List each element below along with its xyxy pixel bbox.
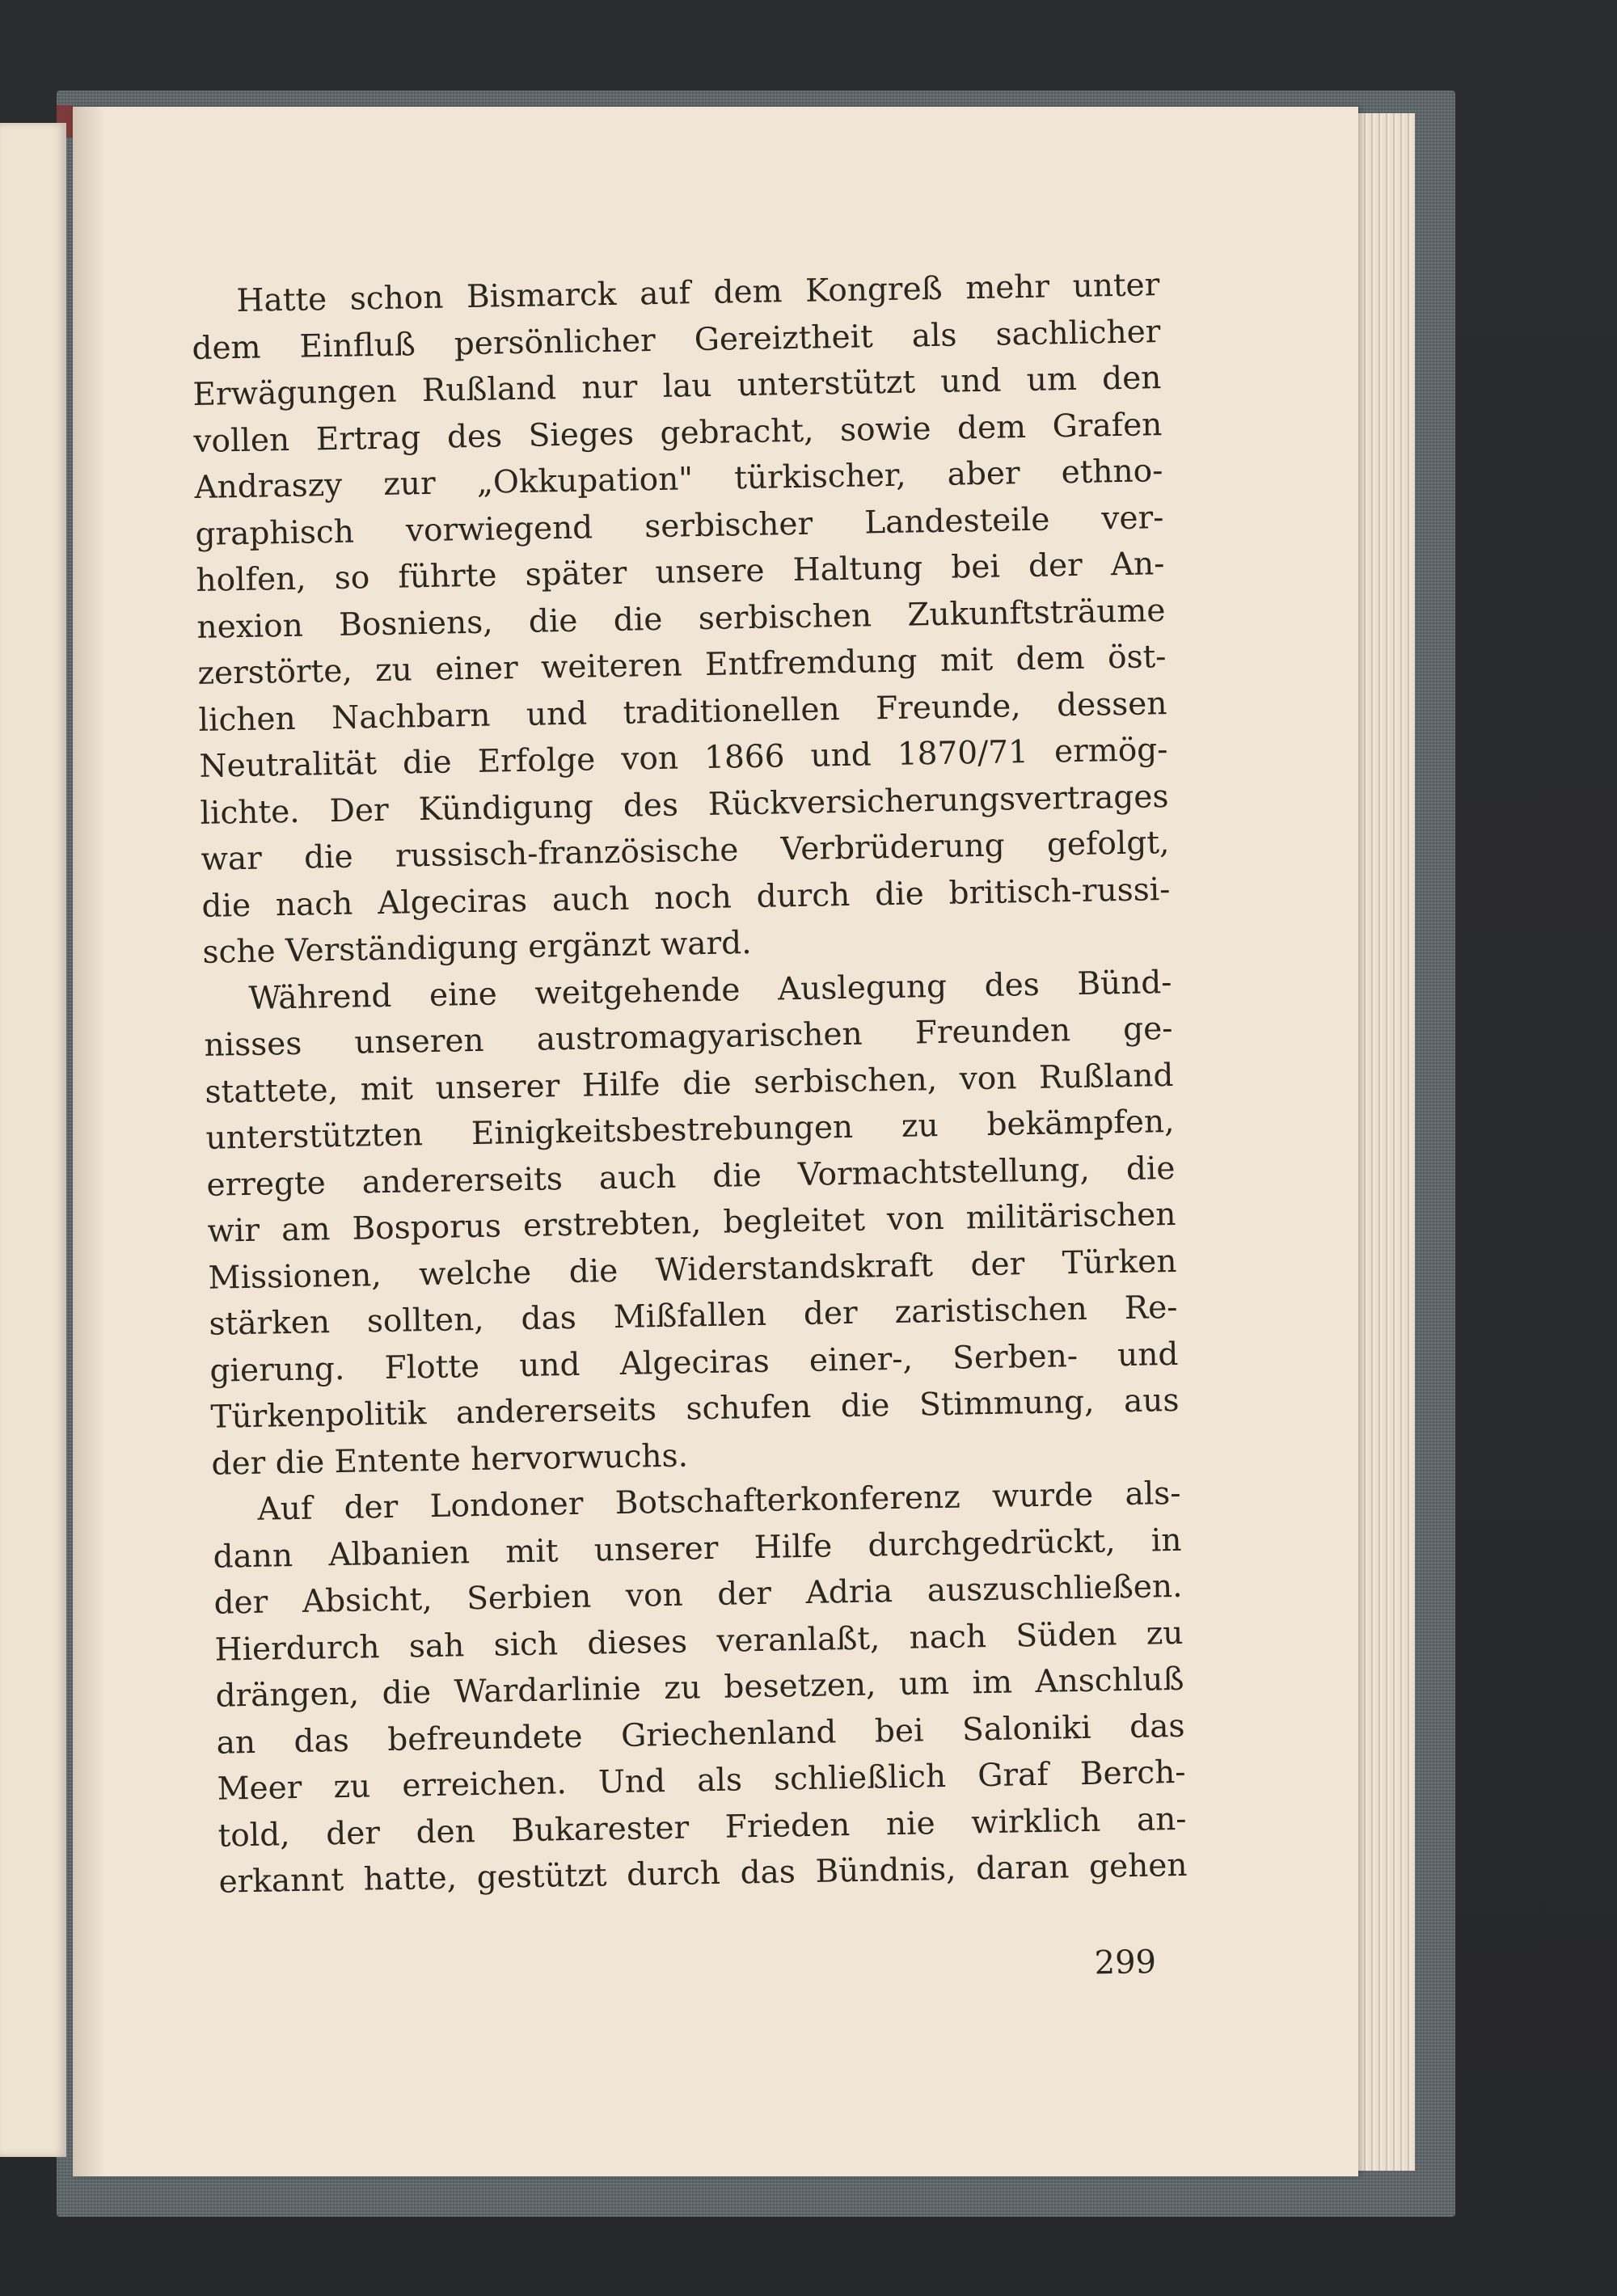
text-line: stattete, mit unserer Hilfe die serbischen, von Rußland [205,1057,1174,1111]
text-line: der die Entente hervorwuchs. [211,1437,689,1483]
paragraph [212,1471,1188,1906]
paragraph [203,959,1180,1487]
text-line: told, der den Bukarester Frieden nie wirklich an- [217,1800,1187,1855]
text-line: Neutralität die Erfolge von 1866 und 1870/71 ermög- [199,732,1168,785]
text-line: Hierdurch sah sich dieses veranlaßt, nach Süden zu [214,1614,1184,1669]
page-number: 299 [1094,1944,1157,1982]
text-line: Meer zu erreichen. Und als schließlich Graf Berch- [217,1754,1186,1808]
text-line: sche Verständigung ergänzt ward. [202,925,752,971]
text-line: Erwägungen Rußland nur lau unterstützt und um den [192,360,1162,413]
text-line: wir am Bosporus erstrebten, begleitet von militärischen [207,1196,1176,1250]
text-line: nexion Bosniens, die die serbischen Zukunftsträume [196,592,1166,646]
text-line: unterstützten Einigkeitsbestrebungen zu bekämpfen, [205,1103,1175,1157]
text-line: Auf der Londoner Botschafterkonferenz wurde als- [257,1475,1181,1528]
text-line: Während eine weitgehende Auslegung des Bünd- [248,964,1172,1017]
text-line: Hatte schon Bismarck auf dem Kongreß mehr unter [236,267,1160,320]
text-line: graphisch vorwiegend serbischer Landesteile ver- [195,499,1164,553]
text-line: gierung. Flotte und Algeciras einer-, Serben- und [209,1336,1179,1390]
text-line: der Absicht, Serbien von der Adria auszuschließen. [213,1568,1183,1622]
text-line: erregte andererseits auch die Vormachtstellung, die [206,1150,1176,1204]
text-line: zerstörte, zu einer weiteren Entfremdung mit dem öst- [197,639,1167,692]
text-line: Türkenpolitik andererseits schufen die Stimmung, aus [210,1382,1180,1436]
text-line: lichte. Der Kündigung des Rückversicherungsvertrages [200,778,1169,832]
text-line: war die russisch-französische Verbrüderung gefolgt, [201,824,1170,878]
text-line: dem Einfluß persönlicher Gereiztheit als sachlicher [192,313,1161,367]
text-line: an das befreundete Griechenland bei Saloniki das [216,1707,1185,1762]
text-line: die nach Algeciras auch noch durch die britisch-russi- [201,871,1171,925]
left-facing-page [0,123,66,2157]
text-line: holfen, so führte später unsere Haltung bei der An- [196,546,1165,599]
text-line: stärken sollten, das Mißfallen der zaristischen Re- [209,1289,1178,1343]
text-line: Andraszy zur „Okkupation" türkischer, aber ethno- [194,453,1163,506]
page-text-block [191,262,1188,1906]
text-line: nisses unseren austromagyarischen Freunden ge- [204,1010,1173,1064]
text-line: vollen Ertrag des Sieges gebracht, sowie dem Grafen [193,406,1163,460]
text-line: dann Albanien mit unserer Hilfe durchgedrückt, in [213,1522,1182,1576]
text-line: drängen, die Wardarlinie zu besetzen, um im Anschluß [215,1661,1184,1715]
text-line: erkannt hatte, gestützt durch das Bündnis, daran gehen [218,1847,1188,1901]
spine-shadow [73,107,105,2176]
paragraph [191,262,1172,976]
text-line: lichen Nachbarn und traditionellen Freunde, dessen [198,685,1167,739]
text-line: Missionen, welche die Widerstandskraft der Türken [208,1243,1177,1297]
